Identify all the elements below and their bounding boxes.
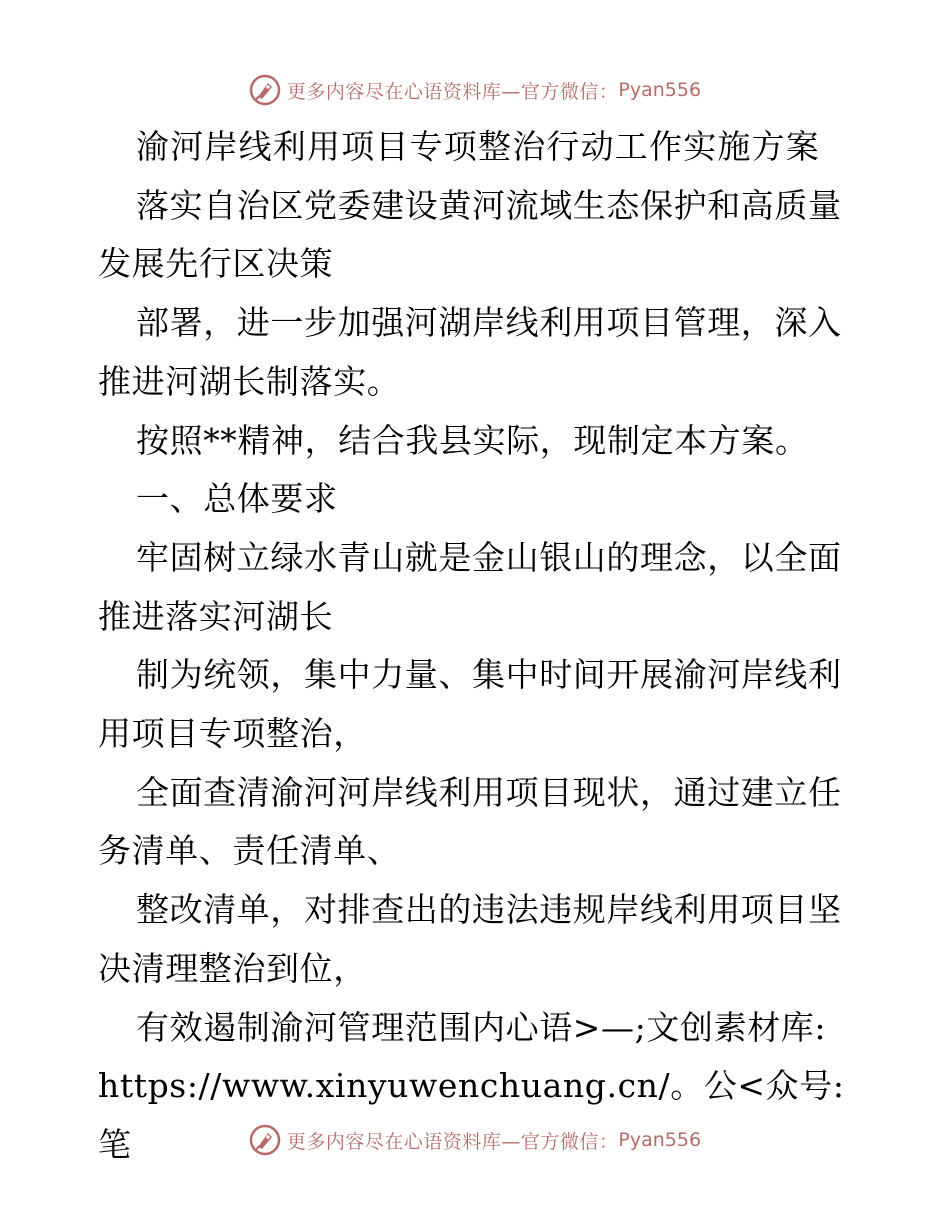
watermark-text: 更多内容尽在心语资料库—官方微信： [286, 80, 619, 103]
paragraph: 按照**精神，结合我县实际，现制定本方案。 [136, 420, 809, 460]
paragraph: 制为统领，集中力量、集中时间开展渝河岸线利用项目专项整治， [98, 655, 842, 754]
paragraph: 整改清单，对排查出的违法违规岸线利用项目坚决清理整治到位， [98, 890, 842, 988]
footer-watermark [0, 1122, 950, 1158]
document-body [98, 118, 854, 1175]
paragraph: 部署，进一步加强河湖岸线利用项目管理，深入推进河湖长制落实。 [98, 303, 842, 401]
watermark-text: 更多内容尽在心语资料库—官方微信： [286, 1130, 619, 1153]
pen-nib-circle-icon [249, 1124, 281, 1156]
watermark-contact: Pyan556 [618, 79, 702, 101]
document-title: 渝河岸线利用项目专项整治行动工作实施方案 [136, 127, 820, 166]
paragraph: 落实自治区党委建设黄河流域生态保护和高质量发展先行区决策 [98, 185, 842, 284]
pen-nib-circle-icon [249, 74, 281, 106]
watermark-contact: Pyan556 [618, 1129, 702, 1151]
paragraph: 牢固树立绿水青山就是金山银山的理念，以全面推进落实河湖长 [98, 537, 842, 636]
paragraph: 全面查清渝河河岸线利用项目现状，通过建立任务清单、责任清单、 [98, 772, 842, 871]
section-heading: 一、总体要求 [136, 479, 338, 519]
paragraph: 有效遏制渝河管理范围内心语>—;文创素材库: https://www.xinyuwenchuang.cn/。公<众号: 笔 [98, 1007, 845, 1164]
header-watermark [0, 72, 950, 108]
